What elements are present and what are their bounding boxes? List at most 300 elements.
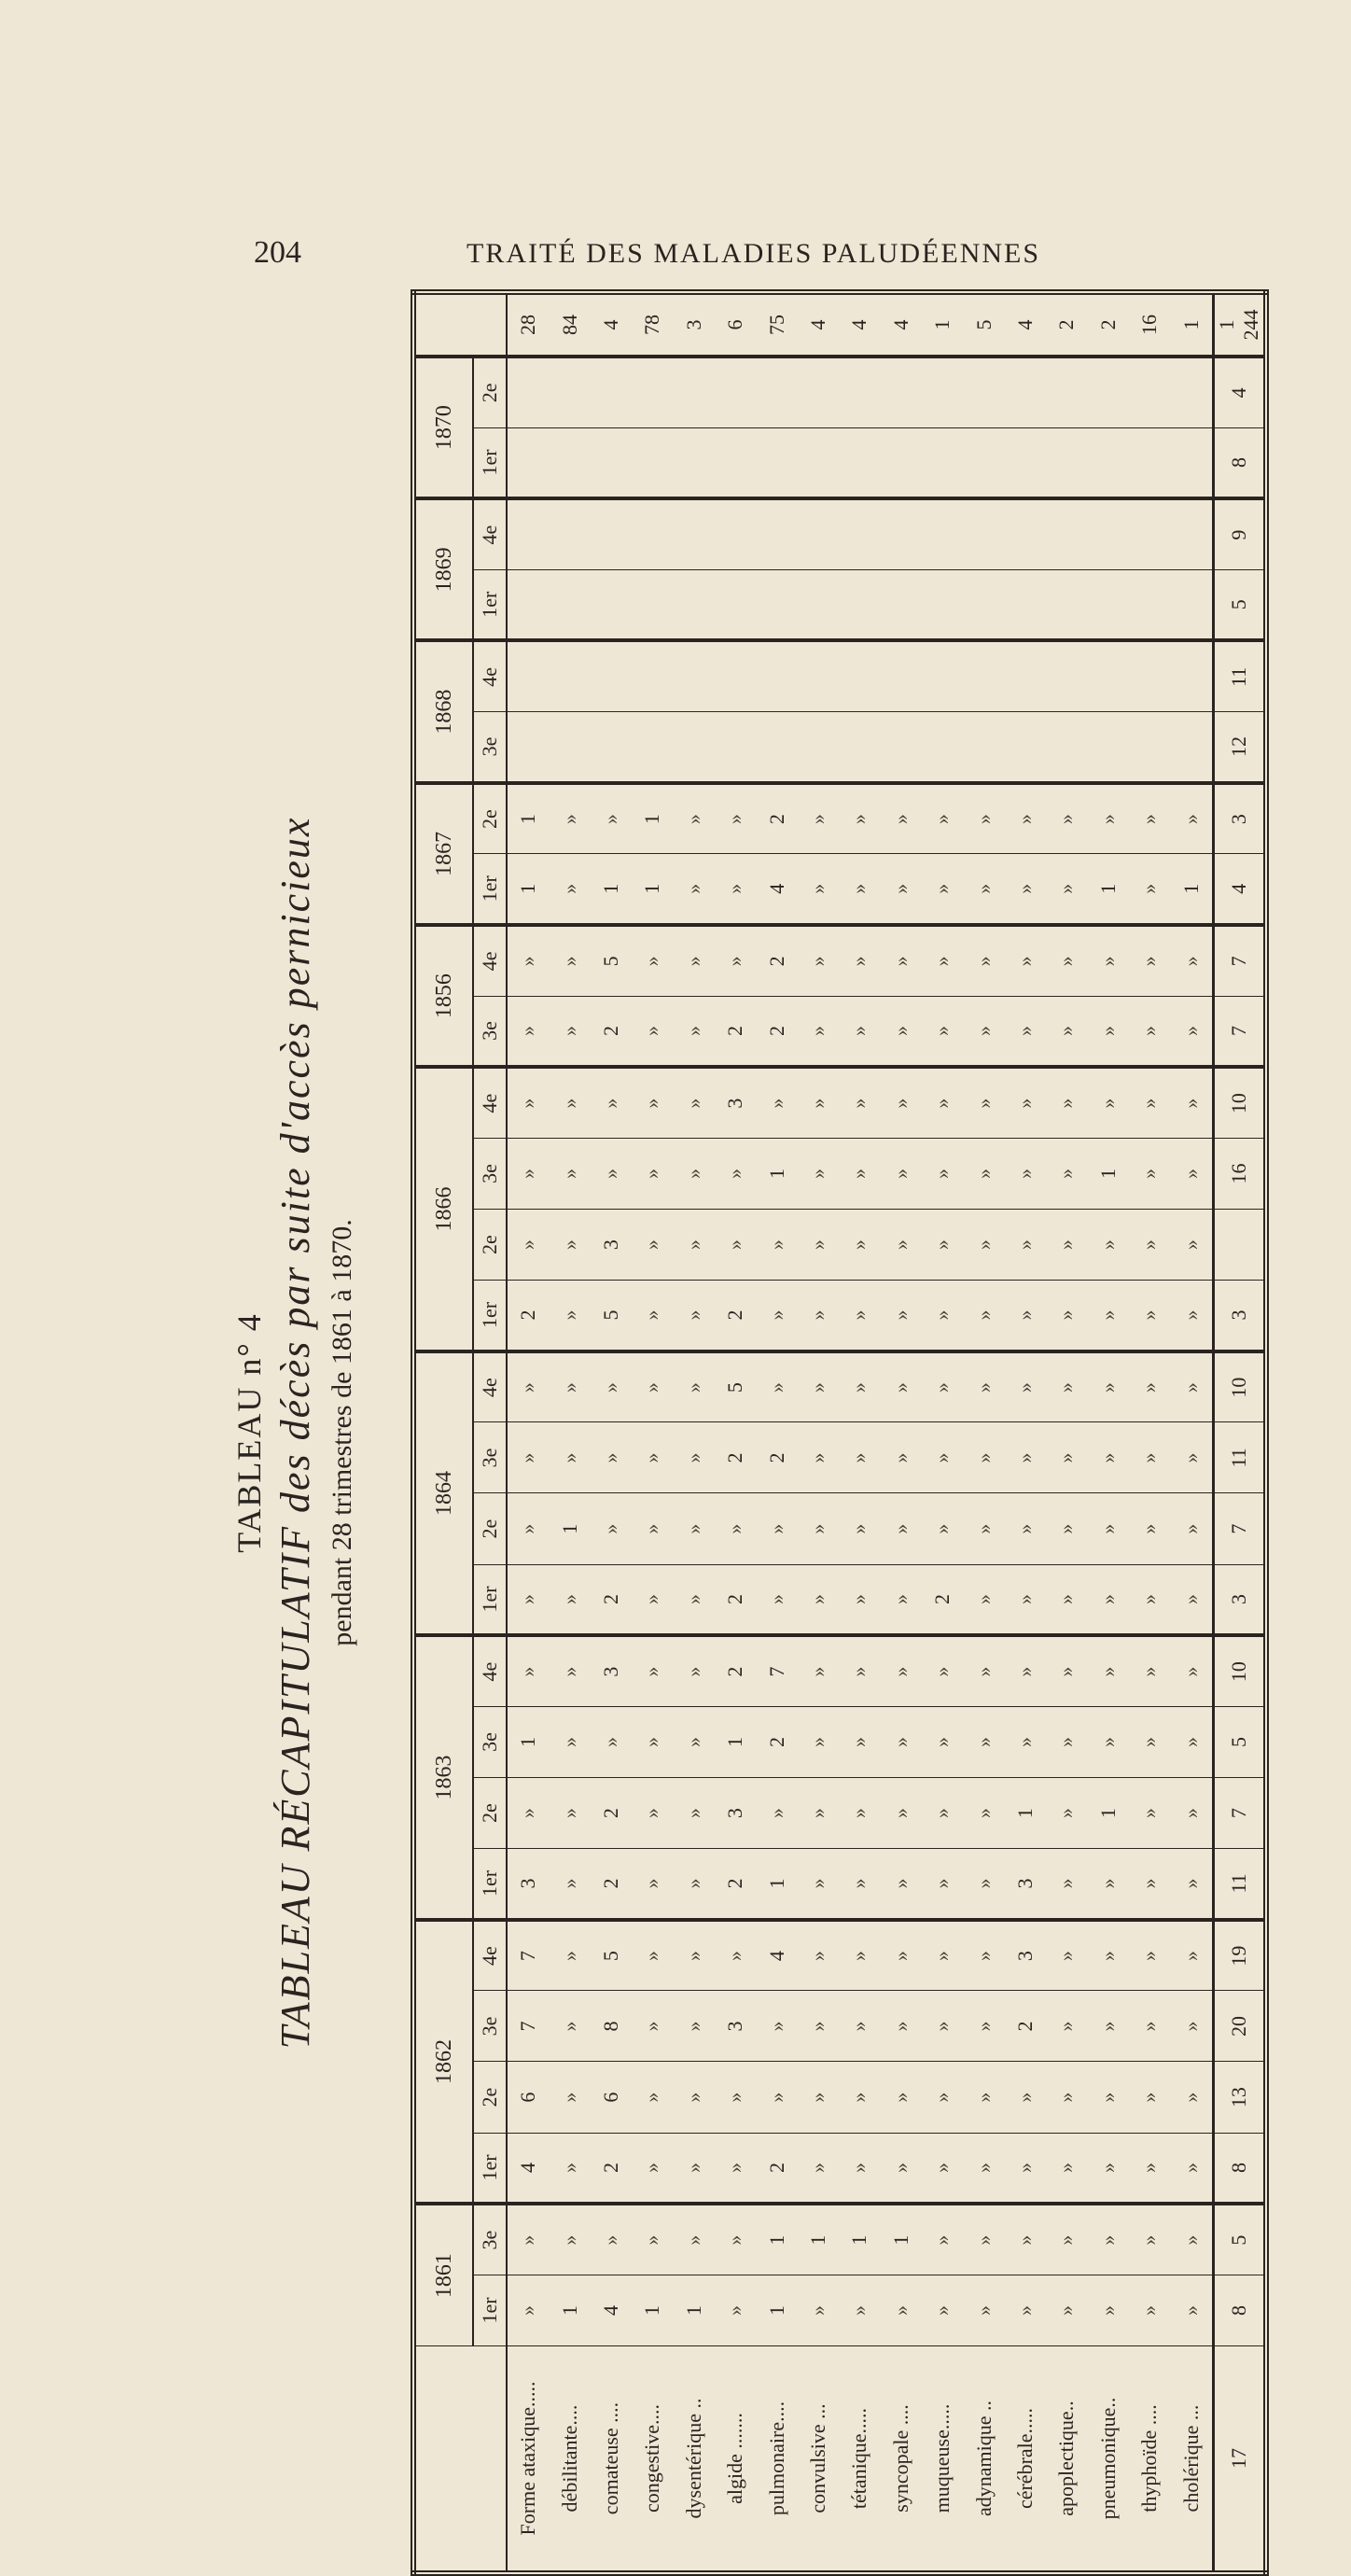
table-cell: » — [963, 2275, 1004, 2345]
total-value: 19 — [1214, 1920, 1267, 1991]
table-cell: 2 — [715, 1564, 756, 1635]
row-total: 84 — [549, 292, 590, 357]
quarter-header: 3e — [473, 1706, 507, 1777]
table-cell: 2 — [756, 1422, 797, 1493]
table-cell: 3 — [1005, 1920, 1046, 1991]
table-cell — [632, 569, 673, 640]
table-row — [1129, 292, 1170, 2573]
table-cell: » — [1129, 996, 1170, 1067]
table-cell: » — [922, 925, 963, 996]
table-cell: 1 — [632, 783, 673, 854]
row-total: 2 — [1088, 292, 1129, 357]
table-cell: » — [715, 1493, 756, 1564]
table-cell: » — [674, 783, 715, 854]
table-cell: 1 — [549, 2275, 590, 2345]
row-label: tétanique..... — [839, 2346, 880, 2574]
total-value: 8 — [1214, 2275, 1267, 2345]
table-cell: » — [963, 783, 1004, 854]
table-cell — [1005, 641, 1046, 712]
table-row — [549, 292, 590, 2573]
table-row — [881, 292, 922, 2573]
table-cell — [922, 498, 963, 569]
total-value: 16 — [1214, 1138, 1267, 1209]
table-cell: » — [1170, 1281, 1213, 1351]
table-cell: » — [674, 996, 715, 1067]
table-cell: » — [507, 1138, 549, 1209]
table-cell — [839, 498, 880, 569]
table-cell — [1129, 498, 1170, 569]
row-total: 5 — [963, 292, 1004, 357]
table-cell: » — [1046, 1422, 1087, 1493]
quarter-header: 4e — [473, 1635, 507, 1706]
table-cell — [963, 427, 1004, 498]
quarter-header: 1er — [473, 1564, 507, 1635]
table-cell: » — [756, 1493, 797, 1564]
table-cell: » — [1046, 1210, 1087, 1281]
table-cell: 1 — [715, 1706, 756, 1777]
table-cell — [1129, 427, 1170, 498]
table-cell: » — [591, 1138, 632, 1209]
table-row — [922, 292, 963, 2573]
year-header: 1863 — [413, 1635, 473, 1920]
table-cell: 1 — [839, 2204, 880, 2275]
table-cell: » — [1046, 996, 1087, 1067]
table-cell: » — [549, 1067, 590, 1138]
quarter-header: 2e — [473, 1493, 507, 1564]
table-cell: » — [839, 1281, 880, 1351]
table-title: TABLEAU RÉCAPITULATIF des décès par suite d'accès pernicieux — [272, 816, 318, 2050]
table-cell: 2 — [756, 925, 797, 996]
table-cell: » — [1046, 1067, 1087, 1138]
table-cell — [1005, 357, 1046, 427]
table-cell: » — [1088, 2062, 1129, 2133]
table-cell — [549, 427, 590, 498]
row-total: 6 — [715, 292, 756, 357]
table-cell — [715, 427, 756, 498]
total-value: 7 — [1214, 925, 1267, 996]
table-cell: » — [963, 1422, 1004, 1493]
table-cell — [1046, 498, 1087, 569]
table-cell: » — [715, 1920, 756, 1991]
row-label: congestive.... — [632, 2346, 673, 2574]
table-cell: » — [922, 1706, 963, 1777]
table-cell: » — [1046, 1920, 1087, 1991]
table-cell: » — [507, 1351, 549, 1422]
quarter-header: 1er — [473, 427, 507, 498]
table-cell — [839, 641, 880, 712]
table-cell: » — [963, 1210, 1004, 1281]
table-cell — [922, 569, 963, 640]
table-cell: » — [798, 996, 839, 1067]
row-label: algide ....... — [715, 2346, 756, 2574]
table-cell: » — [549, 1422, 590, 1493]
quarter-header: 3e — [473, 1991, 507, 2062]
table-cell — [591, 498, 632, 569]
table-cell: » — [881, 1281, 922, 1351]
table-cell: » — [881, 1920, 922, 1991]
table-cell: » — [632, 1849, 673, 1920]
table-cell — [591, 569, 632, 640]
table-cell — [1170, 712, 1213, 783]
table-cell — [715, 498, 756, 569]
totals-label: 17 — [1214, 2346, 1267, 2574]
total-value: 3 — [1214, 1564, 1267, 1635]
table-cell: » — [507, 996, 549, 1067]
total-value: 7 — [1214, 1778, 1267, 1849]
table-cell — [1005, 498, 1046, 569]
table-cell: » — [674, 1210, 715, 1281]
table-cell: 2 — [756, 2133, 797, 2204]
table-cell: » — [632, 1067, 673, 1138]
table-cell: » — [549, 1138, 590, 1209]
table-cell: 1 — [756, 1849, 797, 1920]
table-cell: » — [674, 1706, 715, 1777]
table-cell: » — [549, 1351, 590, 1422]
row-label: pneumonique.. — [1088, 2346, 1129, 2574]
row-total: 1 — [1170, 292, 1213, 357]
table-cell: 5 — [715, 1351, 756, 1422]
table-cell: » — [632, 1422, 673, 1493]
table-cell: » — [674, 1920, 715, 1991]
row-total: 4 — [839, 292, 880, 357]
table-cell: » — [507, 2204, 549, 2275]
table-cell: 6 — [591, 2062, 632, 2133]
table-cell: 3 — [1005, 1849, 1046, 1920]
table-cell: » — [674, 2133, 715, 2204]
table-cell: » — [632, 996, 673, 1067]
table-cell: » — [507, 1422, 549, 1493]
table-cell: » — [963, 925, 1004, 996]
table-cell: » — [507, 1778, 549, 1849]
table-cell: » — [1170, 1210, 1213, 1281]
year-header: 1866 — [413, 1067, 473, 1351]
table-cell: » — [1046, 1351, 1087, 1422]
table-cell: » — [839, 2275, 880, 2345]
table-cell: » — [1088, 1991, 1129, 2062]
table-cell — [591, 641, 632, 712]
table-cell: » — [674, 1138, 715, 1209]
table-cell: » — [922, 1991, 963, 2062]
table-cell — [591, 712, 632, 783]
table-cell: 2 — [756, 1706, 797, 1777]
table-cell: 2 — [715, 1635, 756, 1706]
table-cell — [1005, 569, 1046, 640]
table-cell: » — [1046, 1564, 1087, 1635]
table-cell — [549, 712, 590, 783]
table-cell: » — [798, 1067, 839, 1138]
table-cell: » — [1129, 1210, 1170, 1281]
table-cell: 1 — [1005, 1778, 1046, 1849]
table-cell: » — [922, 1422, 963, 1493]
table-cell: » — [674, 1067, 715, 1138]
table-cell — [1170, 357, 1213, 427]
table-cell — [715, 712, 756, 783]
table-cell — [674, 641, 715, 712]
table-cell: » — [756, 1778, 797, 1849]
table-cell: » — [922, 1849, 963, 1920]
table-cell: » — [1170, 783, 1213, 854]
table-cell — [881, 641, 922, 712]
quarter-header: 4e — [473, 1351, 507, 1422]
table-cell: 2 — [591, 1564, 632, 1635]
table-cell: » — [798, 2275, 839, 2345]
table-cell: » — [591, 2204, 632, 2275]
table-cell: » — [591, 1351, 632, 1422]
table-cell: 1 — [1170, 854, 1213, 925]
year-header: 1869 — [413, 498, 473, 640]
table-cell: » — [1088, 1493, 1129, 1564]
table-cell — [963, 498, 1004, 569]
row-label: convulsive ... — [798, 2346, 839, 2574]
table-cell — [798, 641, 839, 712]
table-cell: » — [798, 1706, 839, 1777]
table-cell: » — [881, 1351, 922, 1422]
table-cell: » — [674, 1493, 715, 1564]
quarter-header: 1er — [473, 1849, 507, 1920]
table-cell — [798, 357, 839, 427]
table-row — [839, 292, 880, 2573]
row-total: 16 — [1129, 292, 1170, 357]
quarter-header: 1er — [473, 569, 507, 640]
table-cell — [1046, 427, 1087, 498]
table-cell: » — [839, 925, 880, 996]
table-cell: » — [1170, 1778, 1213, 1849]
table-cell — [549, 357, 590, 427]
table-cell: » — [507, 1564, 549, 1635]
table-cell: » — [549, 2133, 590, 2204]
table-cell: » — [1088, 1920, 1129, 1991]
table-cell: » — [1129, 1849, 1170, 1920]
table-cell: 3 — [715, 1778, 756, 1849]
table-cell — [1129, 357, 1170, 427]
table-cell: » — [549, 783, 590, 854]
row-label: cérébrale..... — [1005, 2346, 1046, 2574]
table-cell: » — [1088, 2204, 1129, 2275]
table-cell — [922, 427, 963, 498]
table-cell: 2 — [756, 996, 797, 1067]
table-cell: » — [1170, 2275, 1213, 2345]
table-cell: » — [963, 2133, 1004, 2204]
table-cell: 1 — [507, 783, 549, 854]
table-cell: » — [1170, 2062, 1213, 2133]
table-cell — [756, 498, 797, 569]
grand-total-line1: 1 — [1215, 319, 1238, 330]
table-cell: » — [549, 2062, 590, 2133]
table-cell: » — [1170, 1067, 1213, 1138]
table-cell — [674, 427, 715, 498]
table-cell: 1 — [756, 2204, 797, 2275]
table-cell — [881, 569, 922, 640]
table-cell: » — [922, 996, 963, 1067]
table-cell: 7 — [756, 1635, 797, 1706]
table-cell: » — [674, 2204, 715, 2275]
table-cell: » — [1129, 1778, 1170, 1849]
table-cell: » — [963, 1635, 1004, 1706]
table-cell: » — [1046, 1281, 1087, 1351]
table-cell: » — [632, 1564, 673, 1635]
table-cell: » — [798, 1635, 839, 1706]
year-header-row — [413, 292, 473, 2573]
table-cell: 4 — [756, 1920, 797, 1991]
table-cell: » — [881, 1849, 922, 1920]
year-header: 1864 — [413, 1351, 473, 1636]
table-cell: » — [1129, 1351, 1170, 1422]
table-cell: » — [963, 1351, 1004, 1422]
table-cell: » — [632, 1706, 673, 1777]
table-cell: » — [1046, 783, 1087, 854]
table-cell: » — [632, 1351, 673, 1422]
table-cell: » — [798, 1351, 839, 1422]
table-cell: » — [1046, 925, 1087, 996]
table-cell: » — [674, 2062, 715, 2133]
table-cell: » — [674, 1564, 715, 1635]
table-cell: » — [1170, 1920, 1213, 1991]
table-cell: » — [963, 2062, 1004, 2133]
quarter-header: 1er — [473, 1281, 507, 1351]
quarter-header-row — [473, 292, 507, 2573]
table-cell: » — [1129, 1564, 1170, 1635]
table-row — [1170, 292, 1213, 2573]
total-value: 9 — [1214, 498, 1267, 569]
table-cell — [591, 357, 632, 427]
table-cell: 1 — [549, 1493, 590, 1564]
table-cell: » — [756, 1067, 797, 1138]
table-cell — [756, 427, 797, 498]
table-cell: » — [1088, 1067, 1129, 1138]
row-total: 2 — [1046, 292, 1087, 357]
table-cell: » — [881, 2062, 922, 2133]
table-cell — [881, 427, 922, 498]
table-cell: » — [1170, 1138, 1213, 1209]
table-cell: 1 — [632, 854, 673, 925]
table-cell: » — [1129, 1422, 1170, 1493]
table-cell — [1170, 498, 1213, 569]
table-cell: 7 — [507, 1991, 549, 2062]
total-value: 11 — [1214, 1422, 1267, 1493]
table-cell — [963, 357, 1004, 427]
table-row — [632, 292, 673, 2573]
table-cell — [507, 641, 549, 712]
running-head: TRAITÉ DES MALADIES PALUDÉENNES — [467, 238, 1041, 269]
table-cell: » — [1046, 2275, 1087, 2345]
table-cell: » — [881, 925, 922, 996]
table-caption — [229, 289, 373, 2576]
table-cell — [549, 569, 590, 640]
table-cell: » — [963, 2204, 1004, 2275]
table-cell: » — [1170, 1564, 1213, 1635]
table-cell: » — [1005, 996, 1046, 1067]
table-cell: » — [922, 1351, 963, 1422]
year-header: 1856 — [413, 925, 473, 1067]
table-cell — [1046, 357, 1087, 427]
table-cell: » — [881, 1210, 922, 1281]
table-cell: » — [1046, 1849, 1087, 1920]
table-cell — [507, 569, 549, 640]
table-cell: » — [881, 1422, 922, 1493]
table-cell: » — [674, 1281, 715, 1351]
table-cell: » — [1046, 1991, 1087, 2062]
table-cell: » — [1046, 2133, 1087, 2204]
table-cell: » — [1005, 854, 1046, 925]
table-cell: » — [549, 854, 590, 925]
table-cell: » — [715, 783, 756, 854]
table-cell — [1129, 712, 1170, 783]
table-cell: 1 — [1088, 1138, 1129, 1209]
table-cell: » — [881, 1564, 922, 1635]
table-cell: » — [1170, 2204, 1213, 2275]
label-column-header — [413, 2346, 507, 2574]
table-cell: » — [839, 1067, 880, 1138]
table-cell: » — [839, 996, 880, 1067]
table-cell: » — [881, 1635, 922, 1706]
total-value: 4 — [1214, 357, 1267, 427]
table-cell: » — [839, 1138, 880, 1209]
table-cell — [963, 641, 1004, 712]
table-cell: » — [507, 925, 549, 996]
table-cell — [756, 641, 797, 712]
table-cell: » — [881, 2275, 922, 2345]
row-label: adynamique .. — [963, 2346, 1004, 2574]
table-cell: » — [1129, 2275, 1170, 2345]
table-cell — [922, 357, 963, 427]
row-label: pulmonaire.... — [756, 2346, 797, 2574]
total-value: 8 — [1214, 427, 1267, 498]
table-cell — [1088, 498, 1129, 569]
table-cell: 2 — [591, 1849, 632, 1920]
table-cell: » — [963, 1706, 1004, 1777]
table-cell: » — [1170, 1849, 1213, 1920]
table-cell: » — [1005, 1493, 1046, 1564]
table-cell: » — [881, 1778, 922, 1849]
table-cell — [798, 427, 839, 498]
table-cell: » — [798, 1138, 839, 1209]
table-cell — [756, 569, 797, 640]
total-value: 7 — [1214, 1493, 1267, 1564]
table-cell: 1 — [591, 854, 632, 925]
table-cell: » — [756, 1991, 797, 2062]
table-cell: » — [1170, 1351, 1213, 1422]
table-cell: » — [507, 1493, 549, 1564]
table-cell — [1170, 569, 1213, 640]
table-cell: » — [963, 996, 1004, 1067]
table-cell: » — [1129, 925, 1170, 996]
table-cell: » — [632, 2062, 673, 2133]
year-header: 1862 — [413, 1920, 473, 2205]
table-cell: » — [1005, 1210, 1046, 1281]
table-cell: » — [839, 2133, 880, 2204]
table-cell: » — [756, 1351, 797, 1422]
row-label: cholérique ... — [1170, 2346, 1213, 2574]
table-cell: » — [839, 1493, 880, 1564]
table-cell: » — [591, 1422, 632, 1493]
table-cell — [922, 712, 963, 783]
table-cell — [549, 641, 590, 712]
table-cell: » — [881, 1493, 922, 1564]
table-cell — [881, 498, 922, 569]
quarter-header: 1er — [473, 854, 507, 925]
row-total: 4 — [591, 292, 632, 357]
table-cell — [922, 641, 963, 712]
table-cell: » — [632, 1991, 673, 2062]
table-cell: 1 — [881, 2204, 922, 2275]
table-cell: » — [922, 1920, 963, 1991]
quarter-header: 2e — [473, 783, 507, 854]
table-cell: » — [839, 1210, 880, 1281]
table-subtitle: pendant 28 trimestres de 1861 à 1870. — [327, 1219, 357, 1646]
table-cell: » — [1088, 1281, 1129, 1351]
table-cell: » — [715, 2204, 756, 2275]
table-cell — [632, 498, 673, 569]
